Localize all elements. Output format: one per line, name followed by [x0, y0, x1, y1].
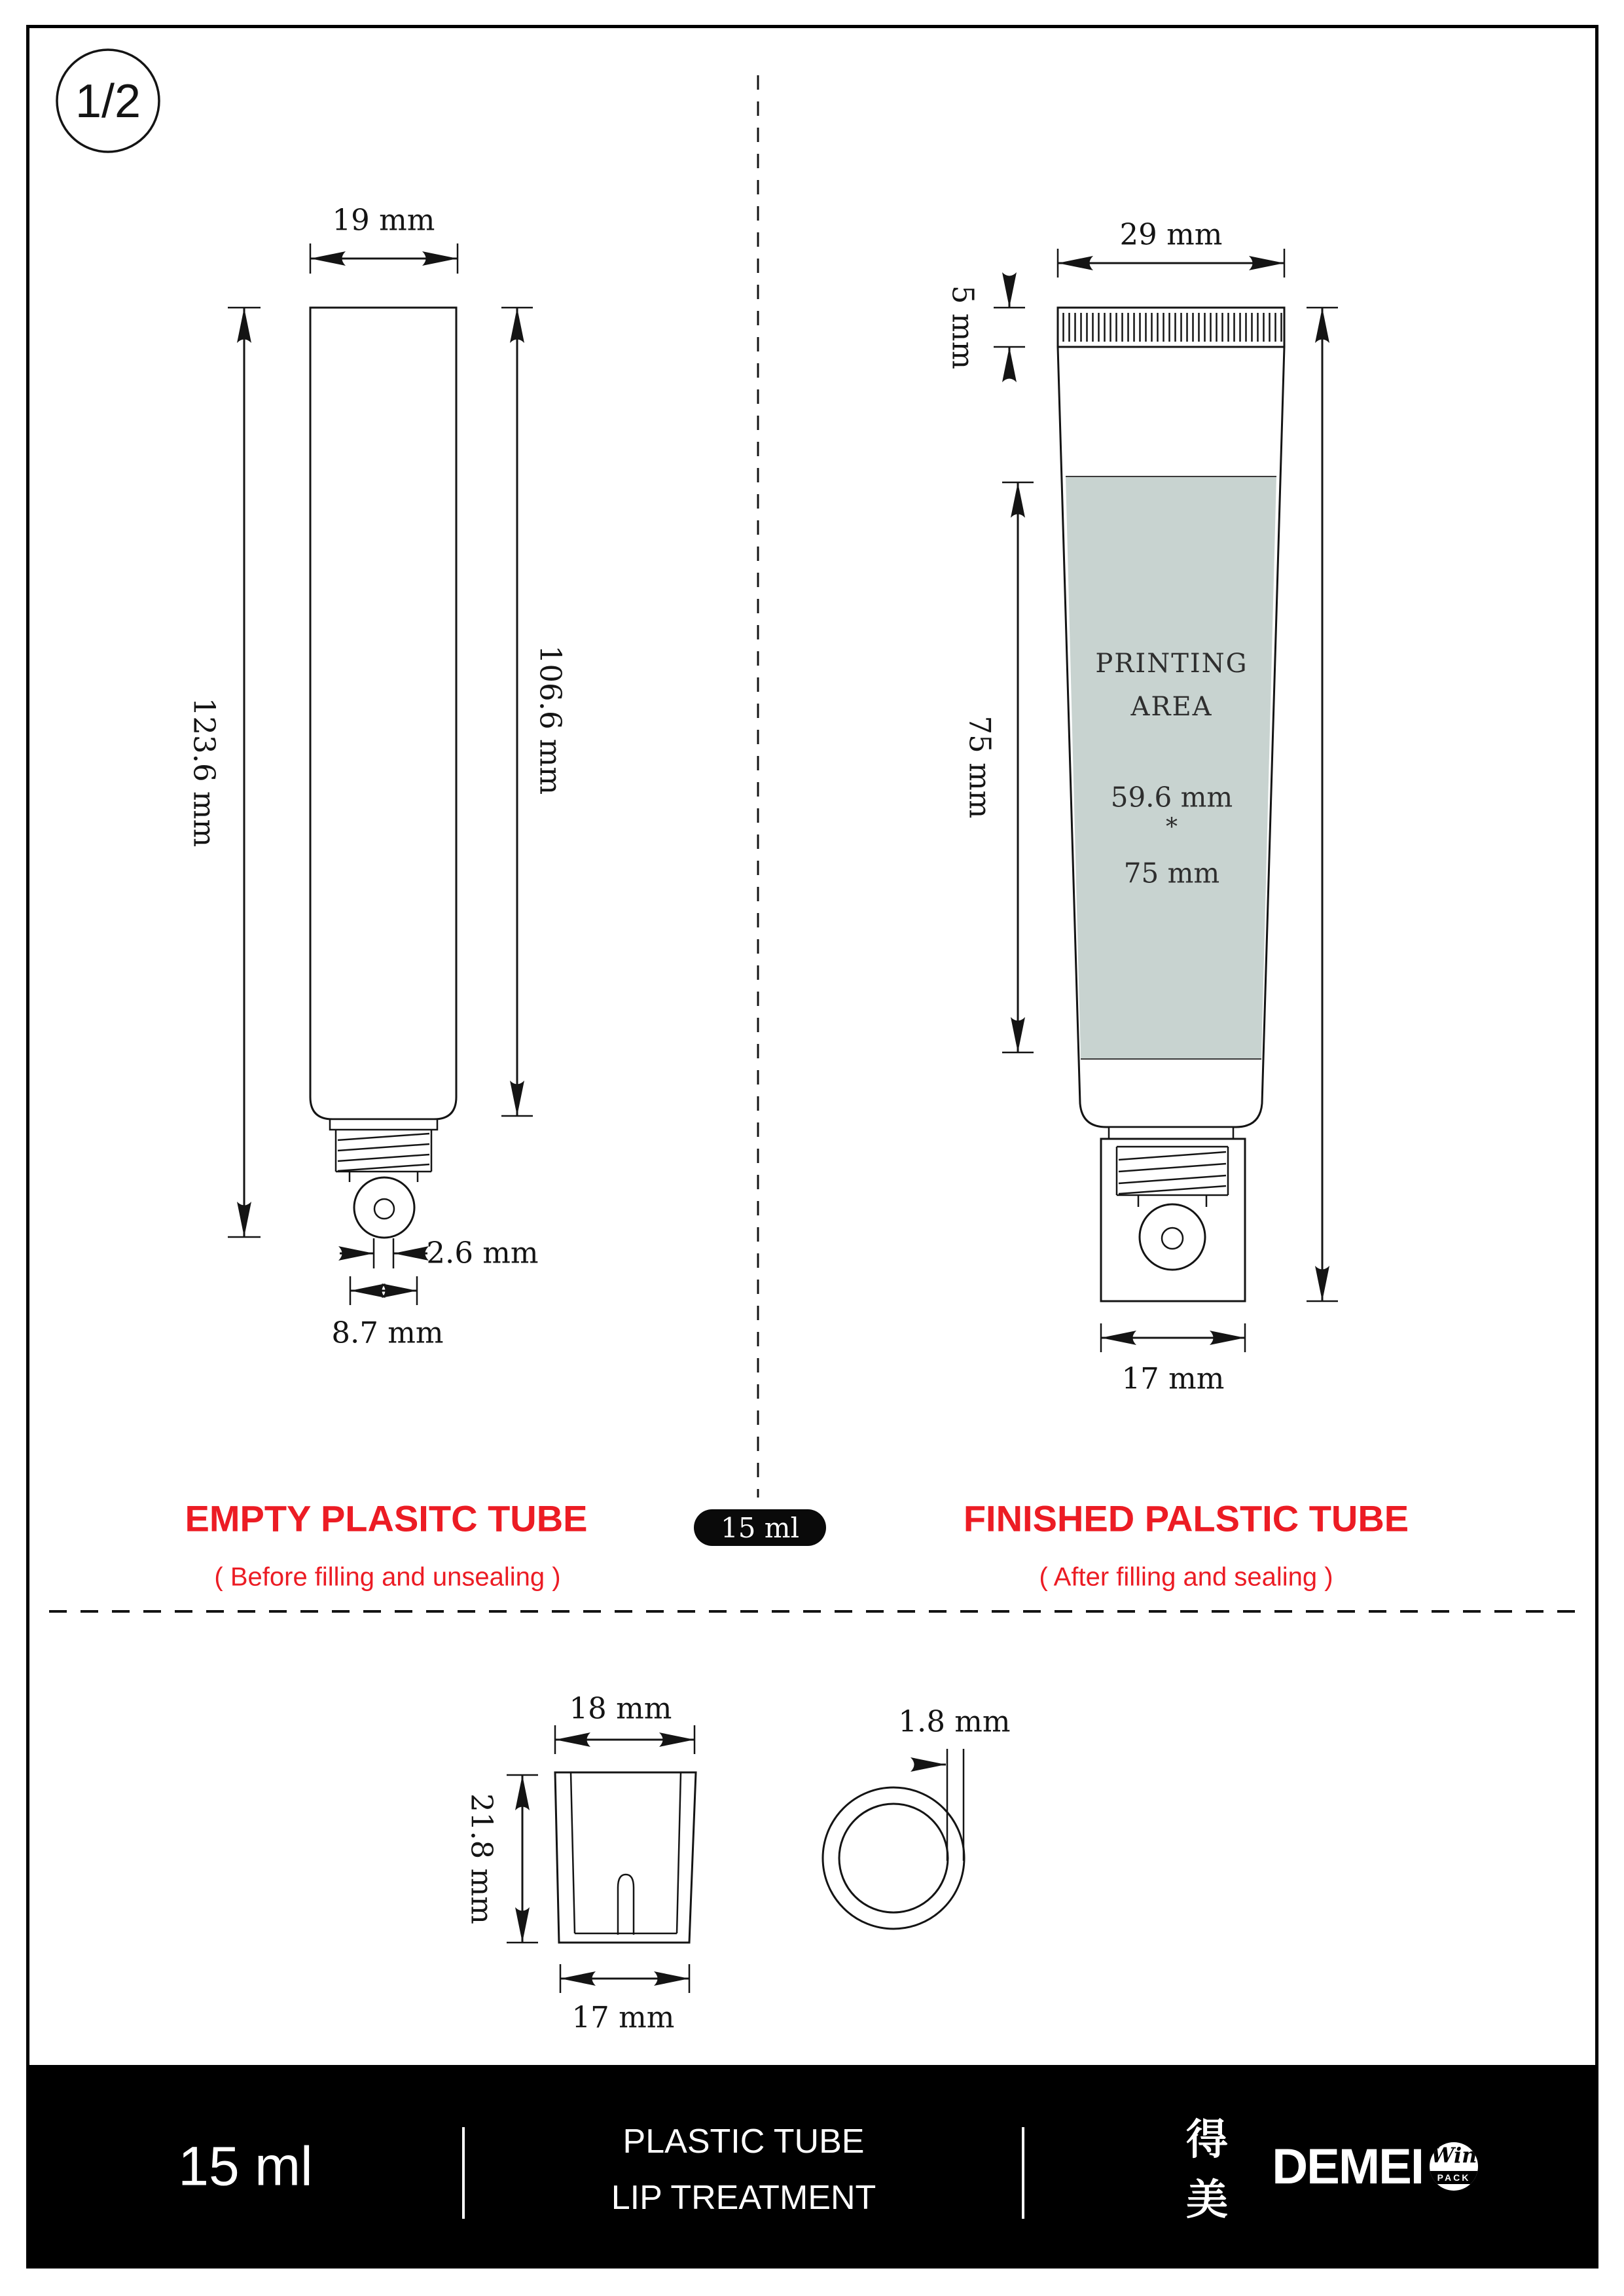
dim-label-1-8mm: 1.8 mm: [898, 1704, 1011, 1739]
brand-logo: [1186, 2106, 1478, 2227]
dim-label-17mm-cap: 17 mm: [1121, 1361, 1225, 1396]
brand-cjk-text: 得美: [1186, 2116, 1228, 2223]
footer-product-line1: PLASTIC TUBE: [623, 2123, 865, 2161]
volume-badge-label: 15 ml: [720, 1511, 800, 1544]
winpack-badge-icon: [1430, 2142, 1478, 2191]
printing-area-separator: *: [1166, 814, 1178, 841]
footer-divider-left: [462, 2127, 465, 2219]
brand-latin-text: DEMEI: [1272, 2138, 1423, 2195]
cap-top-view-drawing: [823, 1749, 964, 1929]
footer-volume: 15 ml: [178, 2135, 313, 2197]
dim-label-18mm: 18 mm: [569, 1691, 672, 1726]
printing-area-height: 75 mm: [1123, 857, 1220, 889]
footer-divider-right: [1022, 2127, 1024, 2219]
empty-tube-drawing: [228, 243, 533, 1305]
empty-tube-title: EMPTY PLASITC TUBE: [185, 1498, 588, 1539]
empty-tube-threads: [336, 1130, 431, 1172]
winpack-badge-band: [1430, 2171, 1478, 2184]
printing-area: [1066, 476, 1276, 1059]
dim-label-17mm-cap-bottom: 17 mm: [571, 2000, 675, 2035]
empty-tube-body: [310, 308, 456, 1119]
dim-label-19mm: 19 mm: [332, 202, 435, 238]
printing-area-label-line2: AREA: [1130, 692, 1213, 722]
winpack-badge-top-label: Win: [1430, 2143, 1477, 2168]
dim-label-8-7mm: 8.7 mm: [331, 1315, 444, 1350]
cap-side-view-drawing: [507, 1725, 696, 1993]
footer-product-line2: LIP TREATMENT: [611, 2179, 876, 2217]
printing-area-width: 59.6 mm: [1110, 781, 1233, 814]
finished-tube-title: FINISHED PALSTIC TUBE: [963, 1498, 1409, 1539]
dim-label-5mm: 5 mm: [945, 285, 981, 370]
dim-label-123-6mm: 123.6 mm: [187, 697, 222, 848]
empty-tube-subtitle: ( Before filling and unsealing ): [214, 1562, 561, 1592]
dim-label-29mm: 29 mm: [1119, 217, 1223, 252]
dim-label-106-6mm: 106.6 mm: [533, 645, 568, 795]
volume-badge: [694, 1509, 826, 1546]
crimp-seal: [1058, 308, 1284, 347]
dim-label-21-8mm: 21.8 mm: [464, 1793, 499, 1924]
cap-outline: [555, 1772, 696, 1943]
finished-tube-subtitle: ( After filling and sealing ): [1039, 1562, 1333, 1592]
printing-area-label-line1: PRINTING: [1095, 649, 1248, 679]
dim-label-2-6mm: 2.6 mm: [426, 1235, 539, 1270]
page-indicator: 1/2: [75, 75, 141, 128]
dim-label-75mm: 75 mm: [962, 715, 998, 819]
winpack-badge-bottom-label: PACK: [1437, 2172, 1471, 2183]
